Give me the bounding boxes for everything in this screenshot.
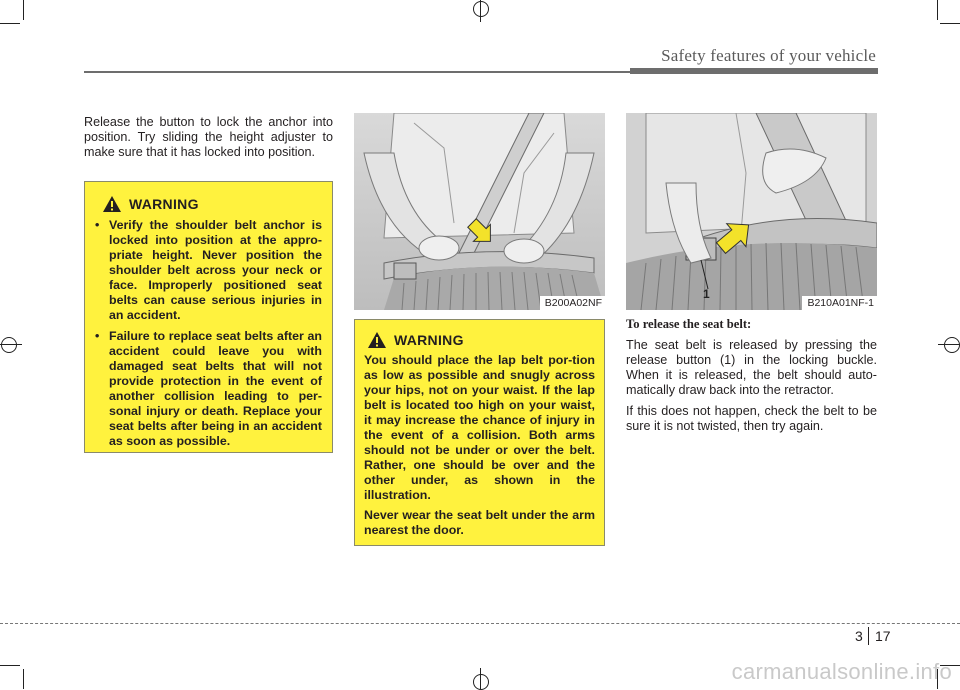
warning-triangle-icon: [103, 196, 121, 212]
warning-triangle-icon: [368, 332, 386, 348]
left-column: [84, 115, 333, 160]
body-paragraph: The seat belt is released by pressing the release button (1) in the locking buckle. When it is released, the belt should auto-matically draw back into the retractor.: [626, 338, 877, 397]
section-title: Safety features of your vehicle: [661, 46, 876, 65]
lap-belt-illustration: [354, 113, 605, 310]
release-belt-illustration: [626, 113, 877, 310]
warning-list: [95, 218, 322, 449]
body-paragraph: If this does not happen, check the belt to be sure it is not twisted, then try again.: [626, 404, 877, 433]
header-rule: [84, 71, 630, 73]
chapter-number: 3: [855, 628, 863, 644]
warning-item: • Failure to replace seat belts after an accident could leave you with damaged seat belts that will not provide protection in the event of another collision leading to per-sonal injury or death. Replace your seat belts after being in an accident as soon as possible.: [95, 329, 322, 449]
page-number: 17: [875, 628, 891, 644]
warning-header: [103, 196, 322, 212]
page-number-separator: [868, 627, 869, 645]
warning-header: [368, 332, 595, 348]
warning-title: WARNING: [129, 196, 199, 212]
figure-callout: 1: [703, 287, 710, 301]
watermark: carmanualsonline.info: [731, 659, 952, 684]
intro-paragraph: Release the button to lock the anchor into position. Try sliding the height adjuster to make sure that it has locked into position.: [84, 115, 333, 159]
warning-title: WARNING: [394, 332, 464, 348]
warning-body: [364, 353, 595, 538]
warning-paragraph: You should place the lap belt por-tion as low as possible and snugly across your hips, not on your waist. If the lap belt is located too high on your waist, it may increase the chance of injury in the event of a collision. Both arms should not be under or over the belt. Rather, one should be over and the other under, as shown in the illustration.: [364, 353, 595, 502]
warning-box-left: [84, 181, 333, 453]
figure-code: B200A02NF: [540, 296, 605, 310]
header-rule-accent: [630, 68, 878, 74]
lap-belt-drawing: [354, 113, 605, 310]
release-belt-drawing: [626, 113, 877, 310]
warning-paragraph: Never wear the seat belt under the arm nearest the door.: [364, 508, 595, 537]
subheading: To release the seat belt:: [626, 317, 752, 331]
figure-code: B210A01NF-1: [802, 296, 877, 310]
right-column-text: [626, 317, 877, 434]
footer-rule: [0, 623, 960, 624]
warning-box-middle: [354, 319, 605, 546]
warning-item: • Verify the shoulder belt anchor is locked into position at the appro-priate height. Never position the shoulder belt across your neck or face. Improperly positioned seat belts can cause serious injuries in an accident.: [95, 218, 322, 323]
